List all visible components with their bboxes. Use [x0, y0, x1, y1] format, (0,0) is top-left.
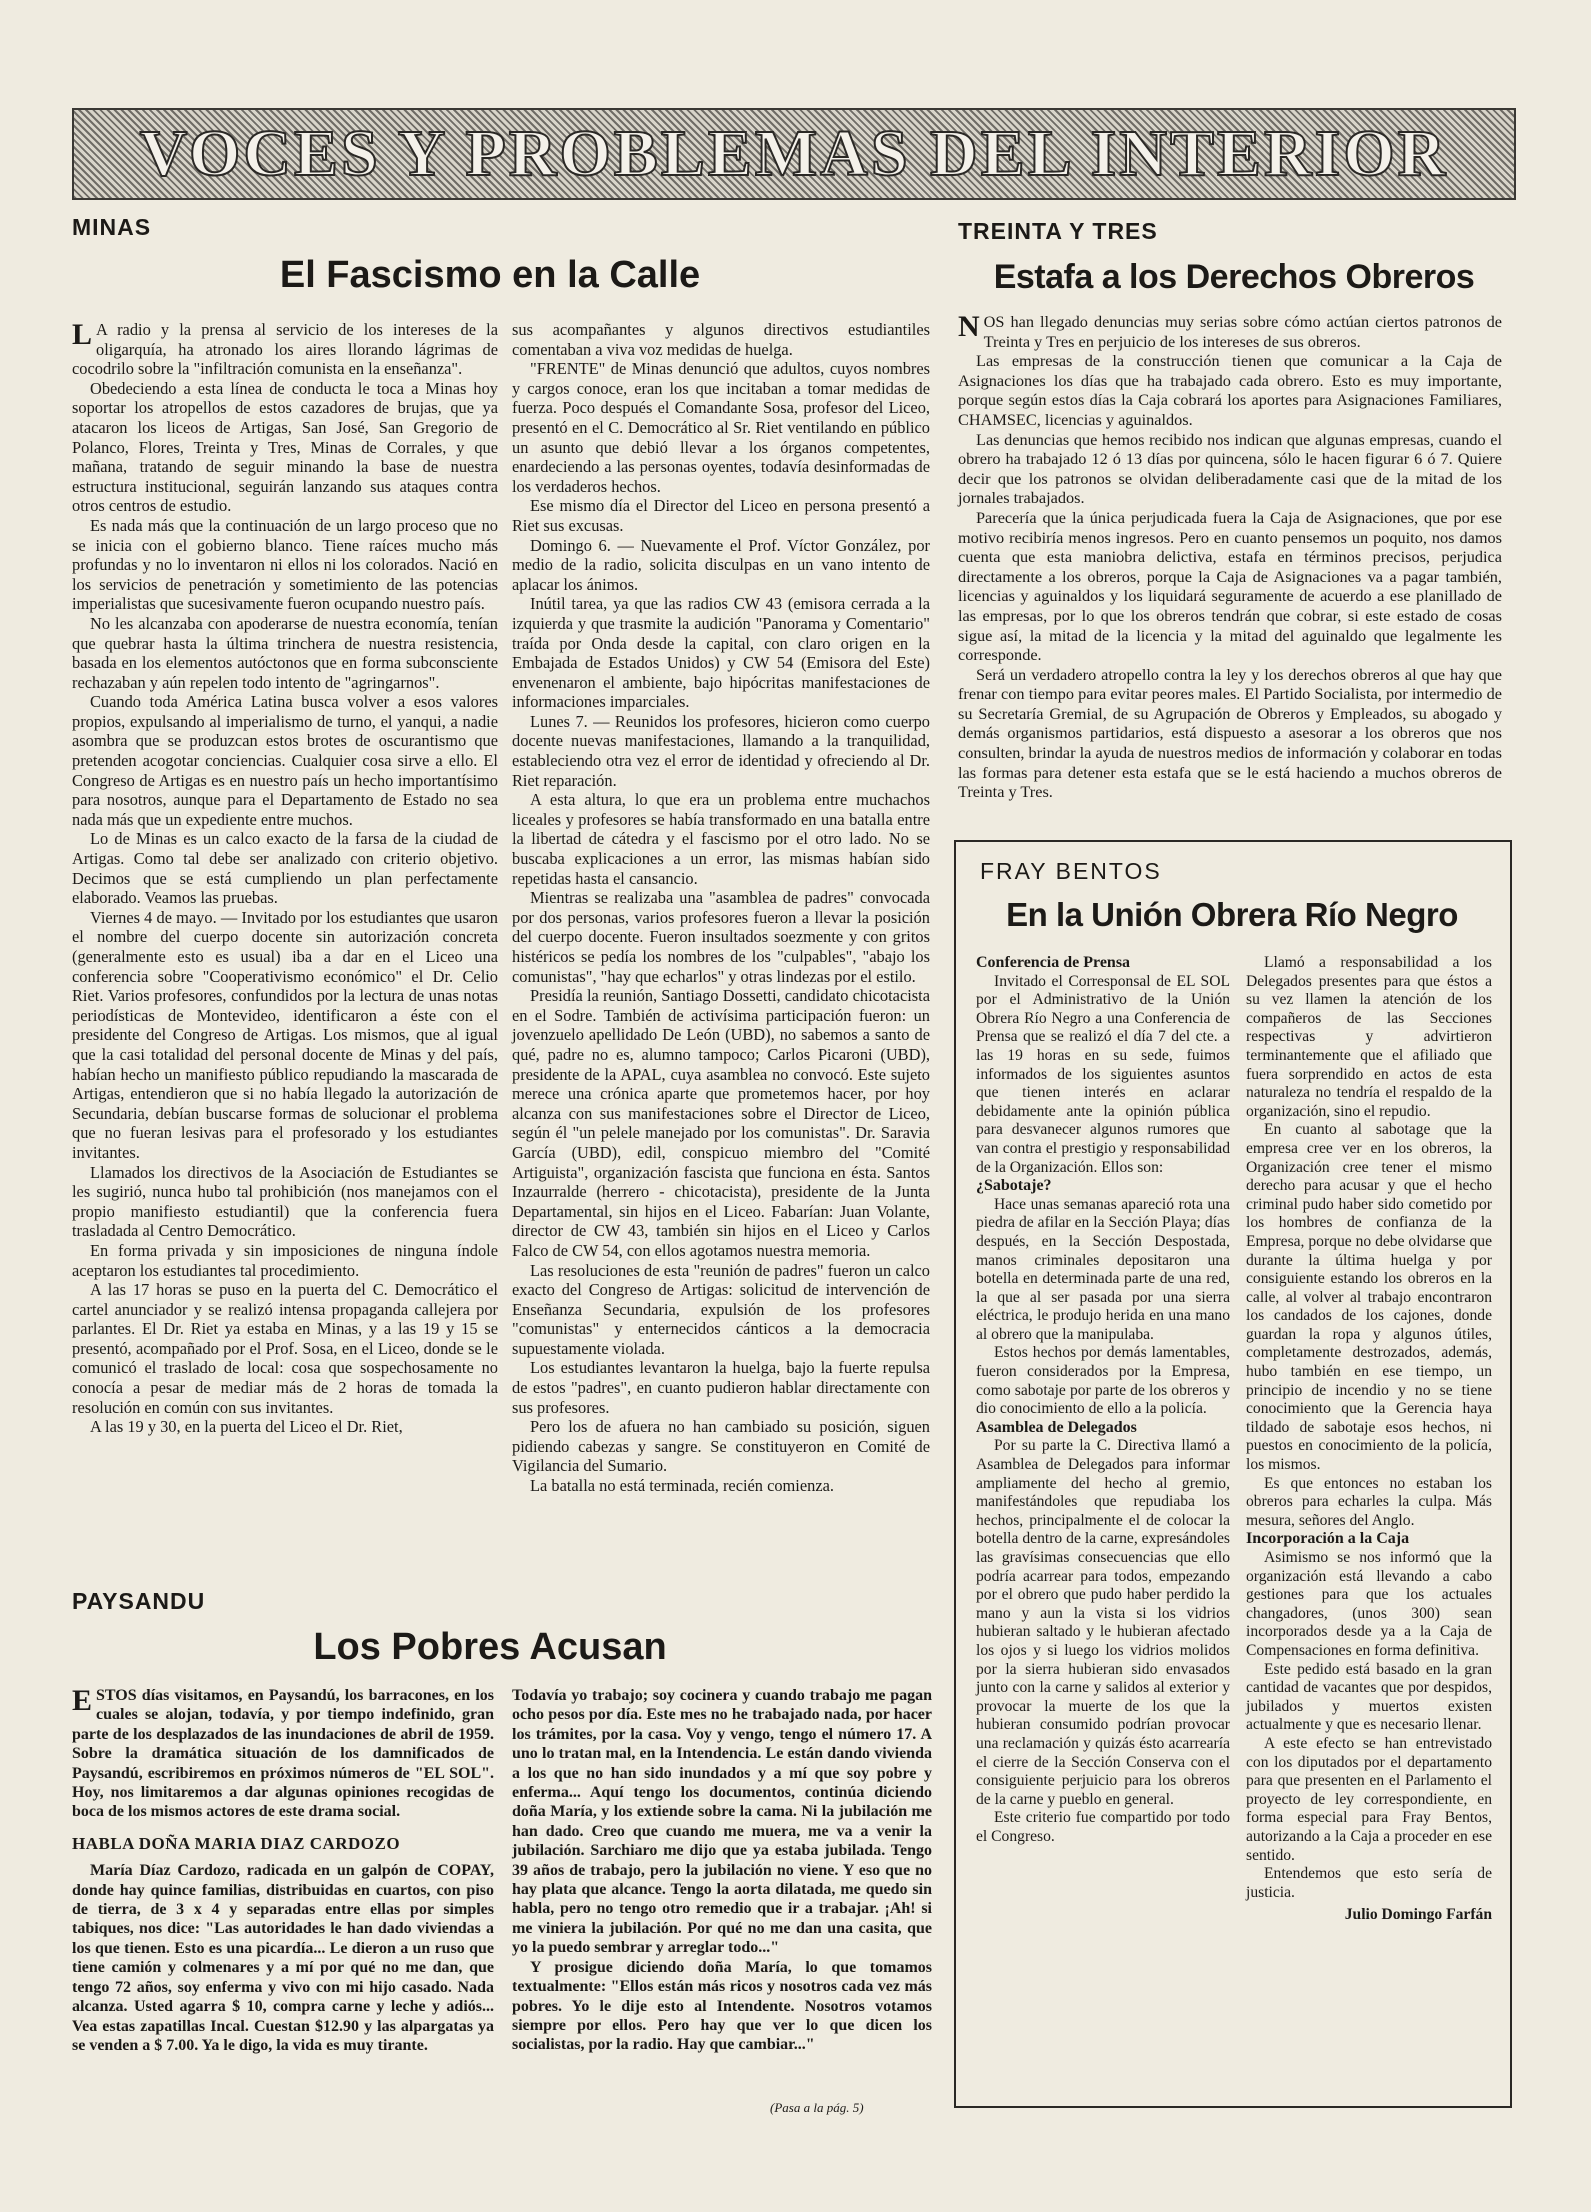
minas-drop-cap: L	[72, 318, 93, 351]
paragraph: A esta altura, lo que era un problema entre muchachos liceales y profesores se había transformado en una batalla entre la libertad de cátedra y el fascismo por el otro lado. No se buscaba explicaciones a un error, las mismas habían sido repetidas hasta el cansancio.	[512, 790, 930, 888]
paragraph: Pero los de afuera no han cambiado su posición, siguen pidiendo cabezas y sangre. Se constituyeron en Comité de Vigilancia del Sumario.	[512, 1417, 930, 1476]
paragraph: Invitado el Corresponsal de EL SOL por el Administrativo de la Unión Obrera Río Negro a una Conferencia de Prensa que se realizó el día 7 del cte. a las 19 horas en su sede, fuimos informados de los siguientes asuntos que tienen interés en aclarar debidamente ante la opinión pública para desvanecer algunos rumores que van contra el prestigio y responsabilidad de la Organización. Ellos son:	[976, 972, 1230, 1176]
paragraph: Inútil tarea, ya que las radios CW 43 (emisora cerrada a la izquierda y que trasmite la audición "Panorama y Comentario" traída por Onda desde la capital, con claro origen en la Embajada de Estados Unidos) y CW 54 (Emisora del Este) envenenaron el ambiente, bajo hipócritas manifestaciones de informaciones imparciales.	[512, 594, 930, 712]
paragraph: Este pedido está basado en la gran cantidad de vacantes que por despidos, jubilados y muertos existen actualmente y que es necesario llenar.	[1246, 1660, 1492, 1734]
paragraph: Las resoluciones de esta "reunión de padres" fueron un calco exacto del Congreso de Artigas: solicitud de intervención de Enseñanza Secundaria, expulsión de los profesores "comunistas" y enternecidos cánticos a la democracia supuestamente violada.	[512, 1260, 930, 1358]
paysandu-drop-cap: E	[72, 1684, 93, 1717]
treinta-body	[958, 312, 1502, 802]
paragraph: Cuando toda América Latina busca volver a esos valores propios, expulsando al imperialismo de turno, el yanqui, a nadie asombra que se produzcan estos brotes de oscurantismo que pretenden acogotar conciencias. Cualquier cosa sirve a ello. El Congreso de Artigas es en nuestro país un hecho importantísimo para nosotros, aunque para el Departamento de Estado no sea nada más que un expediente entre muchos.	[72, 692, 498, 829]
paragraph: A radio y la prensa al servicio de los intereses de la oligarquía, ha atronado los aires llorando lágrimas de cocodrilo sobre la "infiltración comunista en la enseñanza".	[72, 320, 498, 379]
paragraph: Entendemos que esto sería de justicia.	[1246, 1865, 1492, 1901]
subheading: Conferencia de Prensa	[976, 954, 1131, 971]
paragraph: Lunes 7. — Reunidos los profesores, hicieron como cuerpo docente nuevas manifestaciones, llamando a la tranquilidad, estableciendo otra vez el error de identidad y ofreciendo al Dr. Riet reparación.	[512, 711, 930, 790]
paragraph: Obedeciendo a esta línea de conducta le toca a Minas hoy soportar los atropellos de estos cazadores de brujas, que ya atacaron los liceos de Artigas, San José, San Gregorio de Polanco, Flores, Treinta y Tres, Minas de Corrales, y que mañana, tratando de seguir minando la base de nuestra estructura institucional, seguirán lanzando sus ataques contra otros centros de estudio.	[72, 378, 498, 516]
paragraph: Es nada más que la continuación de un largo proceso que no se inicia con el gobierno blanco. Tiene raíces mucho más profundas y no lo inventaron ni ellos ni los colorados. Nació en los servicios de penetración y sometimiento de las potencias imperialistas que sucesivamente fueron ocupando nuestro país.	[72, 515, 498, 614]
paragraph: "FRENTE" de Minas denunció que adultos, cuyos nombres y cargos conoce, eran los que incitaban a tomar medidas de fuerza. Poco después el Comandante Sosa, profesor del Liceo, presentó en el C. Democrático al Sr. Riet ventilando en público un asunto que debió llevar a los órganos competentes, enardeciendo a las personas oyentes, todavía desinformadas de los verdaderos hechos.	[512, 359, 930, 496]
paragraph: Estos hechos por demás lamentables, fueron considerados por la Empresa, como sabotaje por parte de los obreros y dio conocimiento de ello a la policía.	[976, 1344, 1230, 1418]
paragraph: Este criterio fue compartido por todo el Congreso.	[976, 1809, 1230, 1845]
paragraph: No les alcanzaba con apoderarse de nuestra economía, tenían que quebrar hasta la última trinchera de nuestra resistencia, basada en los elementos autóctonos que en forma subconsciente rechazaban y aún repelen todo intento de "agringarnos".	[72, 613, 498, 692]
paragraph: Lo de Minas es un calco exacto de la farsa de la ciudad de Artigas. Como tal debe ser analizado con criterio objetivo. Decimos que se está cumpliendo un plan perfectamente elaborado. Veamos las pruebas.	[72, 829, 498, 908]
paragraph: En forma privada y sin imposiciones de ninguna índole aceptaron los estudiantes tal procedimiento.	[72, 1240, 498, 1280]
fray-column-2	[1246, 954, 1492, 1925]
paragraph: Domingo 6. — Nuevamente el Prof. Víctor González, por medio de la radio, solicita disculpas en un vano intento de aplacar los ánimos.	[512, 535, 930, 594]
fray-column-1	[976, 954, 1230, 1847]
paragraph: Será un verdadero atropello contra la ley y los derechos obreros al que hay que frenar con tiempo para evitar peores males. El Partido Socialista, por intermedio de su Secretaría Gremial, de su Agrupación de Obreros y Empleados, su abogado y demás organismos partidarios, está dispuesto a asesorar a los obreros que nos consulten, brindar la ayuda de nuestros medios de información y colaborar en todas las formas para detener esta estafa que se le está haciendo a muchos obreros de Treinta y Tres.	[958, 664, 1502, 802]
paragraph: Parecería que la única perjudicada fuera la Caja de Asignaciones, que por ese motivo recibiría menos ingresos. Pero en cuanto pensemos un poquito, nos damos cuenta que esta maniobra delictiva, estafa en términos precisos, perjudica directamente a los obreros, porque la Caja de Asignaciones va a pagar también, licencias y aguinaldos y los liquidará seguramente de acuerdo a ese planillado de las empresas, por lo que los obreros tendrán que cobrar, si este estado de cosas sigue así, la mitad de la licencia y la mitad del aguinaldo que legalmente les corresponde.	[958, 507, 1502, 665]
subheading: Asamblea de Delegados	[976, 1418, 1137, 1436]
paragraph: En cuanto al sabotage que la empresa cree ver en los obreros, la Organización cree tener el mismo derecho para acusar y que el hecho criminal pudo haber sido cometido por los hombres de confianza de la Empresa, porque no debe olvidarse que durante la última huelga y por consiguiente estando los obreros en la calle, al volver al trabajo encontraron los candados de los cajones, donde guardan la ropa y algunos útiles, completamente destrozados, además, hubo también en ese tiempo, un principio de incendio y no se tiene conocimiento que la Gerencia haya tildado de sabotaje esos hechos, ni puestos en conocimiento de la policía, los mismos.	[1246, 1121, 1492, 1474]
paragraph: A las 17 horas se puso en la puerta del C. Democrático el cartel anunciador y se realizó intensa propaganda callejera por parlantes. El Dr. Riet ya estaba en Minas, y a las 19 y 15 se presentó, acompañado por el Prof. Sosa, en el Liceo, donde se le comunicó el traslado de local: cosa que sospechosamente no conocía a pesar de mediar más de 2 horas de tomada la resolución en común con sus invitantes.	[72, 1280, 498, 1417]
paysandu-column-2	[512, 1686, 932, 2055]
paysandu-subheading: HABLA DOÑA MARIA DIAZ CARDOZO	[72, 1833, 401, 1853]
paysandu-headline: Los Pobres Acusan	[313, 1626, 667, 1668]
minas-column-2	[512, 320, 930, 1496]
paragraph: Todavía yo trabajo; soy cocinera y cuando trabajo me pagan ocho pesos por día. Este mes no he trabajado nada, por hacer los trámites, por la casa. Voy y vengo, tengo el número 17. A uno lo tratan mal, en la Intendencia. Le están dando vivienda a los que no han sido inundados y a mí que soy pobre y enferma... Aquí tengo los documentos, continúa diciendo doña María, y los extiende sobre la cama. Ni la jubilación me han dado. Creo que cuando me muera, me va a venir la jubilación. Sarchiaro me dijo que ya estaba jubilada. Tengo 39 años de trabajo, pero la jubilación no viene. Y eso que no hay plata que alcance. Tengo la aorta dilatada, me quedo sin habla, pero no tengo otro remedio que ir a trabajar. ¡Ah! si me viniera la jubilación. Por qué no me dan una casita, que yo la puedo sembrar y arreglar todo..."	[512, 1687, 932, 1957]
paragraph: Las empresas de la construcción tienen que comunicar a la Caja de Asignaciones los días que ha trabajado cada obrero. Esto es muy importante, porque según estos días la Caja cobrará los aportes para Asignaciones Familiares, CHAMSEC, licencias y aguinaldos.	[958, 351, 1502, 429]
paragraph: Llamados los directivos de la Asociación de Estudiantes se les sugirió, nunca hubo tal prohibición (nos manejamos con el propio manifiesto estudiantil) que la conferencia fuera trasladada al Centro Democrático.	[72, 1162, 498, 1241]
paragraph: Y prosigue diciendo doña María, lo que tomamos textualmente: "Ellos están más ricos y nosotros cada vez más pobres. Yo le dije esto al Intendente. Nosotros votamos siempre por ellos. Pero hay que ver lo que dicen los socialistas, por la radio. Hay que cambiar..."	[512, 1958, 932, 2054]
paragraph: STOS días visitamos, en Paysandú, los barracones, en los cuales se alojan, todavía, y por tiempo indefinido, gran parte de los desplazados de las inundaciones de abril de 1959. Sobre la dramática situación de los damnificados de Paysandú, escribiremos en próximos números de "EL SOL". Hoy, nos limitaremos a dar algunas opiniones recogidas de boca de los mismos actores de este drama social.	[72, 1687, 494, 1821]
paragraph: Ese mismo día el Director del Liceo en persona presentó a Riet sus excusas.	[512, 496, 930, 535]
paragraph: OS han llegado denuncias muy serias sobre cómo actúan ciertos patronos de Treinta y Tres en perjuicio de los intereses de sus obreros.	[983, 312, 1502, 351]
paysandu-kicker: PAYSANDU	[72, 1588, 206, 1614]
paragraph: Por su parte la C. Directiva llamó a Asamblea de Delegados para informar ampliamente del hecho al gremio, manifestándoles que repudiaba los hechos, principalmente el de colocar la botella dentro de la carne, expresándoles las gravísimas consecuencias que ello podría acarrear para todos, empezando por el obrero que pudo haber perdido la mano y aun la vista si los vidrios hubieran saltado y le hubieran afectado los ojos y si luego los vidrios molidos por la sierra hubieran sido envasados junto con la carne y salidos al exterior y provocar la muerte de los que la hubieran consumido podrían provocar una reclamación y quizás ésto acarrearía el cierre de la Sección Conserva con el consiguiente perjuicio para los obreros de la carne y pueblo en general.	[976, 1437, 1230, 1808]
continued-note: (Pasa a la pág. 5)	[770, 2100, 864, 2115]
paragraph: Mientras se realizaba una "asamblea de padres" convocada por dos personas, varios profesores fueron a llevar la posición del cuerpo docente. Fueron insultados soezmente y con gritos histéricos se pedía los nombres de los "culpables", "abajo los comunistas", "hay que echarlos" y otras lindezas por el estilo.	[512, 888, 930, 986]
paragraph: Asimismo se nos informó que la organización está llevando a cabo gestiones para que los actuales changadores, (unos 300) sean incorporados desde ya a la Caja de Compensaciones en forma definitiva.	[1246, 1549, 1492, 1659]
treinta-drop-cap: N	[958, 310, 980, 343]
fray-headline: En la Unión Obrera Río Negro	[1006, 896, 1458, 933]
paragraph: A este efecto se han entrevistado con los diputados por el departamento para que presenten en el Parlamento el proyecto de ley correspondiente, en forma especial para Fray Bentos, autorizando a la Caja a proceder en ese sentido.	[1246, 1734, 1492, 1864]
subheading: Incorporación a la Caja	[1246, 1530, 1410, 1548]
paragraph: Viernes 4 de mayo. — Invitado por los estudiantes que usaron el nombre del cuerpo docente sin autorización concreta (generalmente esto es usual) iba a dar en el Liceo una conferencia sobre "Cooperativismo económico" el Dr. Celio Riet. Varios profesores, confundidos por la lectura de unas notas periodísticas de Montevideo, identificaron a éste con el presidente del Congreso de Artigas. Los mismos, que al igual que la casi totalidad del personal docente de Minas y del país, habían hecho un manifiesto público repudiando la mascarada de Artigas, entendieron que si no había llegado la autorización de Secundaria, debían buscarse formas de solucionar el problema que no fueran lesivas para el profesorado y los estudiantes invitantes.	[72, 907, 498, 1162]
paysandu-column-1	[72, 1686, 494, 2055]
minas-headline: El Fascismo en la Calle	[279, 254, 701, 296]
minas-kicker: MINAS	[72, 214, 152, 240]
fray-kicker: FRAY BENTOS	[980, 858, 1162, 884]
paragraph: María Díaz Cardozo, radicada en un galpón de COPAY, donde hay quince familias, distribuidas en cuartos, con piso de tierra, de 3 x 4 y separadas entre ellas por simples tabiques, nos dice: "Las autoridades le han dado viviendas a los que tienen. Esto es una picardía... Le dieron a un ruso que tiene camión y colmenares y a mí por qué no me dan, que tengo 72 años, soy enferma y vivo con mi hijo casado. Nada alcanza. Usted agarra $ 10, compra carne y leche y adiós... Vea estas zapatillas Incal. Cuestan $12.90 y las alpargatas ya se venden a $ 7.00. Ya le digo, la vida es muy tirante.	[72, 1862, 494, 2054]
paragraph: Es que entonces no estaban los obreros para echarles la culpa. Más mesura, señores del Anglo.	[1246, 1474, 1492, 1529]
paragraph: Hace unas semanas apareció rota una piedra de afilar en la Sección Playa; días después, en la Sección Despostada, manos criminales depositaron una botella en determinada parte de una red, la que al ser pasada por una sierra eléctrica, le produjo herida en una mano al obrero que la manipulaba.	[976, 1195, 1230, 1343]
minas-column-1	[72, 320, 498, 1437]
paragraph: Las denuncias que hemos recibido nos indican que algunas empresas, cuando el obrero ha trabajado 12 ó 13 días por quincena, sólo le hacen figurar 6 ó 7. Quiere decir que los patronos se olvidan deliberadamente casi que de la mitad de los jornales trabajados.	[958, 429, 1502, 508]
fray-signature: Julio Domingo Farfán	[1344, 1906, 1492, 1924]
treinta-kicker: TREINTA Y TRES	[958, 218, 1158, 244]
paragraph: A las 19 y 30, en la puerta del Liceo el Dr. Riet,	[90, 1417, 403, 1437]
paragraph: Presidía la reunión, Santiago Dossetti, candidato chicotacista en el Sodre. También de activísima participación fueron: un jovenzuelo apellidado De León (UBD), no sabemos a santo de qué, padre no es, alumno tampoco; Carlos Picaroni (UBD), presidente de la APAL, cuya asamblea no convocó. Este sujeto merece una crónica aparte que prometemos hacer, por hoy alcanza con sus manifestaciones sobre el Director de Liceo, según él "un pelele manejado por los comunistas". Dr. Saravia García (UBD), edil, conspicuo miembro del "Comité Artiguista", organización fascista que funciona en ésta. Santos Inzaurralde (herrero - chicotacista), presidente de la Junta Departamental, sin hijos en el Liceo. Fabarían: Juan Volante, director de CW 43, también sin hijos en el Liceo y Carlos Falco de CW 54, con ellos agotamos nuestra memoria.	[512, 986, 930, 1260]
paragraph: sus acompañantes y algunos directivos estudiantiles comentaban a viva voz medidas de huelga.	[512, 320, 930, 359]
paragraph: La batalla no está terminada, recién comienza.	[530, 1476, 834, 1496]
treinta-headline: Estafa a los Derechos Obreros	[993, 258, 1475, 296]
subheading: ¿Sabotaje?	[976, 1177, 1052, 1195]
section-banner	[72, 108, 1516, 200]
paragraph: Llamó a responsabilidad a los Delegados presentes para que éstos a su vez llamen la atención de los compañeros de las Secciones respectivas y advirtieron terminantemente que el afiliado que fuera sorprendido en actos de esta naturaleza no tendría el respaldo de la organización, sino el repudio.	[1246, 954, 1492, 1120]
banner-title: VOCES Y PROBLEMAS DEL INTERIOR	[139, 117, 1449, 190]
paragraph: Los estudiantes levantaron la huelga, bajo la fuerte repulsa de estos "padres", en cuanto pudieron hablar directamente con sus profesores.	[512, 1358, 930, 1417]
